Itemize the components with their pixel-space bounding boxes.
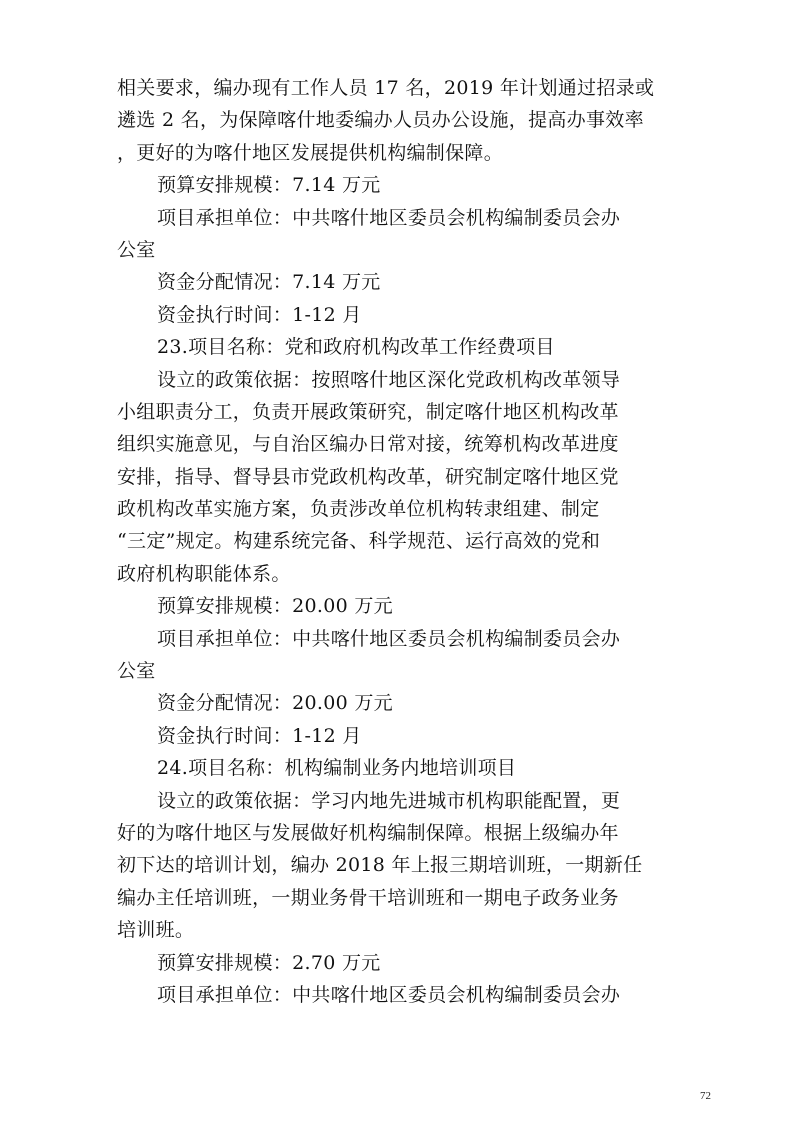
text-line: 组织实施意见，与自治区编办日常对接，统筹机构改革进度 (117, 433, 619, 456)
text-line: 23.项目名称：党和政府机构改革工作经费项目 (157, 336, 555, 359)
text-line: ，更好的为喀什地区发展提供机构编制保障。 (117, 141, 504, 164)
text-line: 公室 (117, 238, 156, 261)
text-line: 资金执行时间：1-12 月 (157, 303, 362, 326)
text-line: 小组职责分工，负责开展政策研究，制定喀什地区机构改革 (117, 400, 619, 423)
text-line: 资金分配情况：20.00 万元 (157, 692, 393, 715)
text-line: 政府机构职能体系。 (117, 562, 291, 585)
text-line: 24.项目名称：机构编制业务内地培训项目 (157, 757, 517, 780)
text-line: 公室 (117, 660, 156, 683)
text-line: 初下达的培训计划，编办 2018 年上报三期培训班，一期新任 (117, 854, 643, 877)
body-text (117, 72, 687, 1011)
text-line: 相关要求，编办现有工作人员 17 名，2019 年计划通过招录或 (117, 77, 655, 99)
text-line: 安排，指导、督导县市党政机构改革，研究制定喀什地区党 (117, 465, 619, 488)
text-line: 预算安排规模：7.14 万元 (157, 174, 381, 197)
text-line: 设立的政策依据：按照喀什地区深化党政机构改革领导 (157, 368, 621, 391)
text-line: 项目承担单位：中共喀什地区委员会机构编制委员会办 (157, 206, 621, 229)
text-line: 预算安排规模：20.00 万元 (157, 595, 393, 618)
page-number: 72 (700, 1090, 711, 1102)
text-line: 遴选 2 名，为保障喀什地委编办人员办公设施，提高办事效率 (117, 109, 644, 132)
text-line: 政机构改革实施方案，负责涉改单位机构转隶组建、制定 (117, 498, 600, 521)
text-line: 编办主任培训班，一期业务骨干培训班和一期电子政务业务 (117, 886, 619, 909)
text-line: 资金执行时间：1-12 月 (157, 724, 362, 747)
text-line: 项目承担单位：中共喀什地区委员会机构编制委员会办 (157, 627, 621, 650)
text-line: 设立的政策依据：学习内地先进城市机构职能配置，更 (157, 789, 621, 812)
text-line: 预算安排规模：2.70 万元 (157, 951, 381, 974)
text-line: 好的为喀什地区与发展做好机构编制保障。根据上级编办年 (117, 821, 619, 844)
text-line: “三定”规定。构建系统完备、科学规范、运行高效的党和 (117, 530, 601, 553)
text-line: 项目承担单位：中共喀什地区委员会机构编制委员会办 (157, 983, 621, 1006)
text-line: 培训班。 (117, 919, 195, 942)
text-line: 资金分配情况：7.14 万元 (157, 271, 381, 294)
